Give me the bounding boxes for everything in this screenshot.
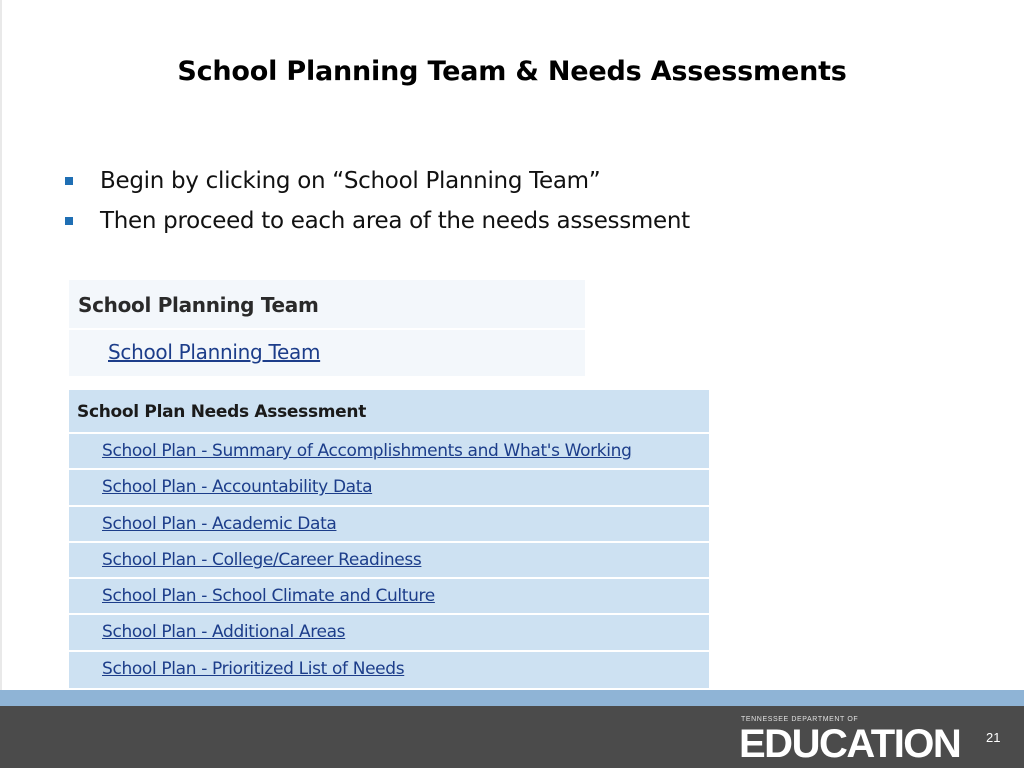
list-item: [69, 330, 585, 376]
college-career-readiness-link[interactable]: School Plan - College/Career Readiness: [102, 549, 422, 570]
slide-title: School Planning Team & Needs Assessments: [177, 56, 847, 87]
list-item: [69, 434, 709, 470]
logo-subtitle: TENNESSEE DEPARTMENT OF: [741, 716, 859, 723]
slide-left-edge: [0, 0, 2, 690]
page-number: 21: [986, 730, 1001, 745]
bullet-item: [62, 165, 690, 205]
additional-areas-link[interactable]: School Plan - Additional Areas: [102, 622, 346, 643]
list-item: [69, 579, 709, 615]
needs-assessment-panel: [69, 390, 709, 688]
bullet-list: [62, 165, 690, 245]
school-planning-team-panel: [69, 280, 585, 376]
list-item: [69, 652, 709, 688]
square-bullet-icon: [65, 177, 73, 185]
square-bullet-icon: [65, 217, 73, 225]
list-item: [69, 615, 709, 651]
bullet-text: Then proceed to each area of the needs assessment: [100, 208, 690, 234]
list-item: [69, 470, 709, 506]
prioritized-list-of-needs-link[interactable]: School Plan - Prioritized List of Needs: [102, 658, 405, 679]
list-item: [69, 543, 709, 579]
bullet-text: Begin by clicking on “School Planning Team”: [100, 168, 601, 194]
summary-of-accomplishments-link[interactable]: School Plan - Summary of Accomplishments and What's Working: [102, 441, 632, 461]
accountability-data-link[interactable]: School Plan - Accountability Data: [102, 477, 373, 498]
team-panel-header: School Planning Team: [69, 280, 585, 330]
bullet-item: [62, 205, 690, 245]
education-logo: EDUCATION: [739, 722, 961, 766]
academic-data-link[interactable]: School Plan - Academic Data: [102, 513, 337, 534]
list-item: [69, 507, 709, 543]
school-planning-team-link[interactable]: School Planning Team: [108, 340, 321, 364]
footer-stripe: [0, 690, 1024, 706]
needs-panel-header: School Plan Needs Assessment: [69, 390, 709, 434]
school-climate-culture-link[interactable]: School Plan - School Climate and Culture: [102, 586, 435, 607]
